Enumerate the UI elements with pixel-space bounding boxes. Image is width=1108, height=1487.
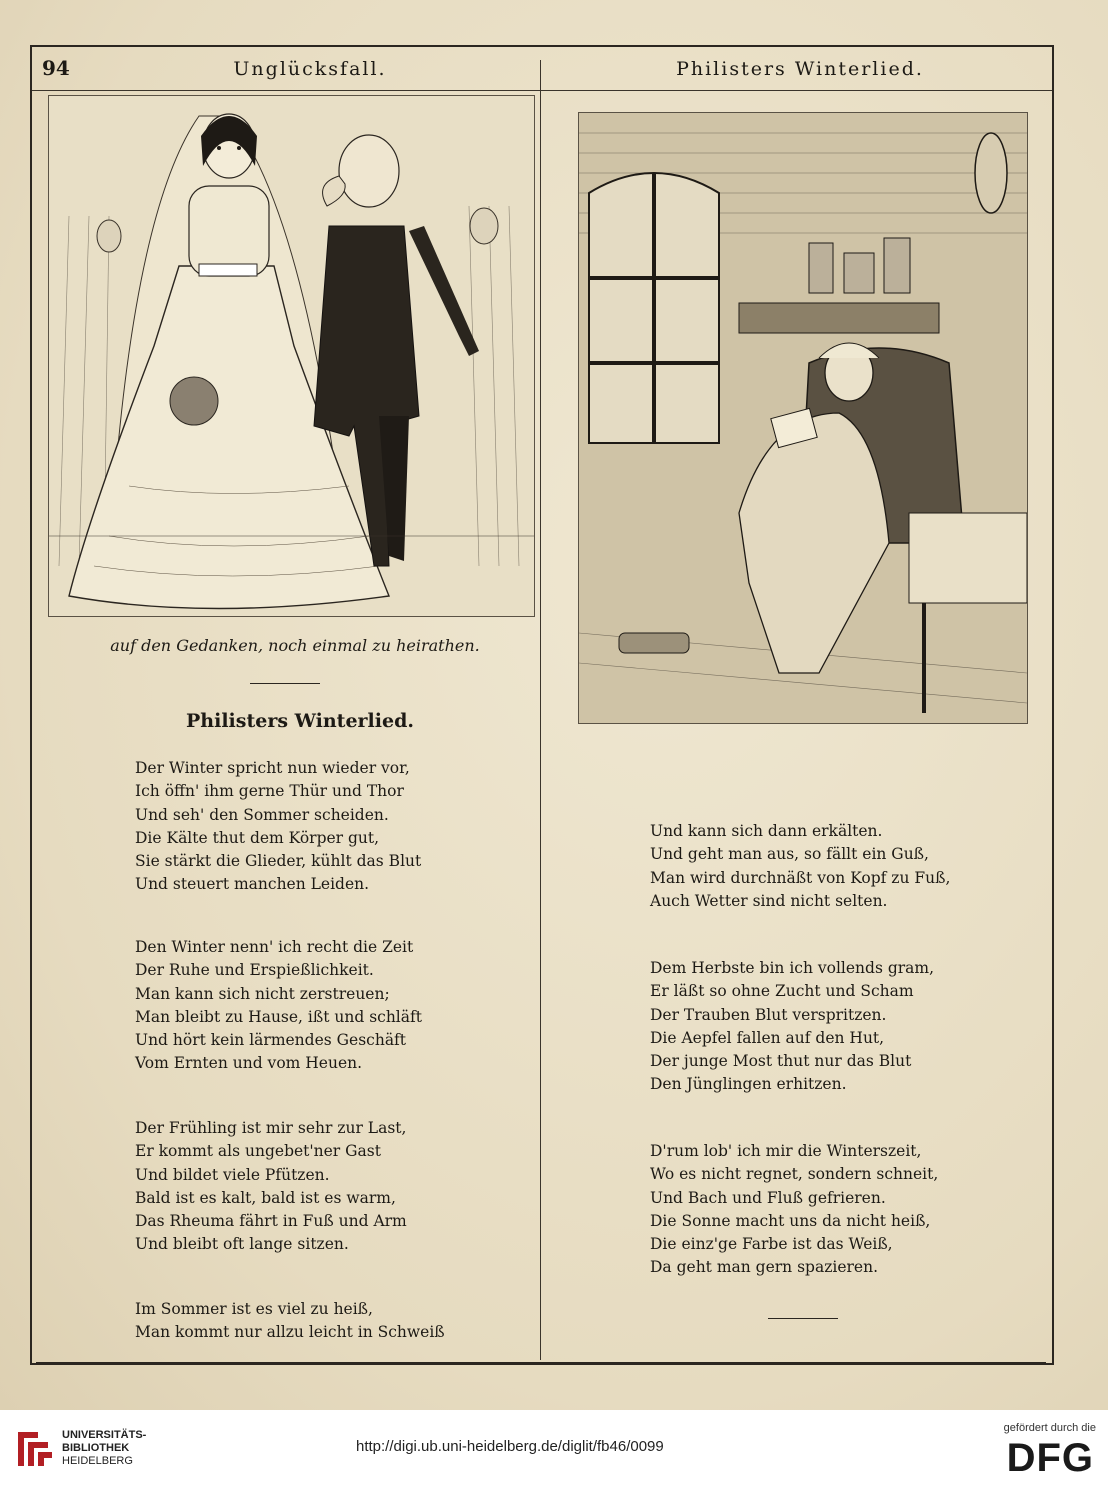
viewer-footer [0,1410,1108,1487]
illustration-caption: auf den Gedanken, noch einmal zu heirathen. [110,636,480,655]
verse-line: Der junge Most thut nur das Blut [650,1052,912,1071]
verse-line: Die Sonne macht uns da nicht heiß, [650,1211,931,1230]
poem-stanza-5 [650,820,950,913]
verse-line: Und steuert manchen Leiden. [135,875,370,894]
section-rule [250,683,320,684]
poem-stanza-7 [650,1140,938,1280]
verse-line: Das Rheuma fährt in Fuß und Arm [135,1212,407,1231]
end-rule [768,1318,838,1319]
ub-heidelberg-logo-icon[interactable] [14,1428,56,1470]
armchair-illustration [578,112,1028,724]
verse-line: Die Kälte thut dem Körper gut, [135,828,380,847]
verse-line: Und hört kein lärmendes Geschäft [135,1031,407,1050]
institution-line-1: UNIVERSITÄTS- [62,1429,147,1441]
page-number: 94 [42,56,70,80]
running-header-right: Philisters Winterlied. [676,58,924,80]
verse-line: Und seh' den Sommer scheiden. [135,805,389,824]
verse-line: Dem Herbste bin ich vollends gram, [650,959,935,977]
header-rule [32,90,1052,91]
verse-line: Der Ruhe und Erspießlichkeit. [135,961,374,980]
verse-line: Den Jünglingen erhitzen. [650,1075,847,1094]
verse-line: Und bleibt oft lange sitzen. [135,1235,349,1254]
verse-line: Und bildet viele Pfützen. [135,1165,330,1184]
poem-stanza-4 [135,1298,445,1345]
institution-line-2: BIBLIOTHEK [62,1442,130,1454]
verse-line: Und geht man aus, so fällt ein Guß, [650,845,929,864]
dfg-logo[interactable]: DFG [1006,1436,1094,1480]
verse-line: Und kann sich dann erkälten. [650,822,883,840]
verse-line: Den Winter nenn' ich recht die Zeit [135,938,414,956]
verse-line: Der Trauben Blut verspritzen. [650,1005,887,1024]
running-header-left: Unglücksfall. [233,58,387,80]
verse-line: Und Bach und Fluß gefrieren. [650,1188,886,1207]
verse-line: Wo es nicht regnet, sondern schneit, [650,1165,939,1184]
poem-stanza-2 [135,936,422,1076]
verse-line: Die einz'ge Farbe ist das Weiß, [650,1235,893,1254]
verse-line: Er läßt so ohne Zucht und Scham [650,982,914,1001]
verse-line: Die Aepfel fallen auf den Hut, [650,1028,885,1047]
column-divider [540,60,541,1360]
verse-line: Im Sommer ist es viel zu heiß, [135,1300,373,1318]
verse-line: Sie stärkt die Glieder, kühlt das Blut [135,852,422,871]
poem-stanza-1 [135,757,421,897]
verse-line: Man kann sich nicht zerstreuen; [135,984,390,1003]
funding-label: gefördert durch die [1003,1422,1096,1434]
wedding-illustration [48,95,535,617]
verse-line: Der Frühling ist mir sehr zur Last, [135,1119,407,1137]
verse-line: Vom Ernten und vom Heuen. [135,1054,363,1073]
verse-line: Da geht man gern spazieren. [650,1258,878,1277]
verse-line: Er kommt als ungebet'ner Gast [135,1142,381,1161]
poem-stanza-3 [135,1117,407,1257]
verse-line: Auch Wetter sind nicht selten. [650,891,888,910]
verse-line: Man kommt nur allzu leicht in Schweiß [135,1323,445,1342]
verse-line: D'rum lob' ich mir die Winterszeit, [650,1142,922,1160]
verse-line: Ich öffn' ihm gerne Thür und Thor [135,782,404,801]
verse-line: Man bleibt zu Hause, ißt und schläft [135,1007,422,1026]
verse-line: Man wird durchnäßt von Kopf zu Fuß, [650,868,951,887]
institution-line-3: HEIDELBERG [62,1455,133,1467]
permalink-url[interactable]: http://digi.ub.uni-heidelberg.de/diglit/fb46/0099 [356,1438,664,1455]
poem-title: Philisters Winterlied. [186,710,414,732]
institution-name [62,1429,146,1468]
poem-stanza-6 [650,957,934,1097]
bottom-rule [36,1362,1046,1364]
verse-line: Bald ist es kalt, bald ist es warm, [135,1188,396,1207]
verse-line: Der Winter spricht nun wieder vor, [135,759,410,777]
